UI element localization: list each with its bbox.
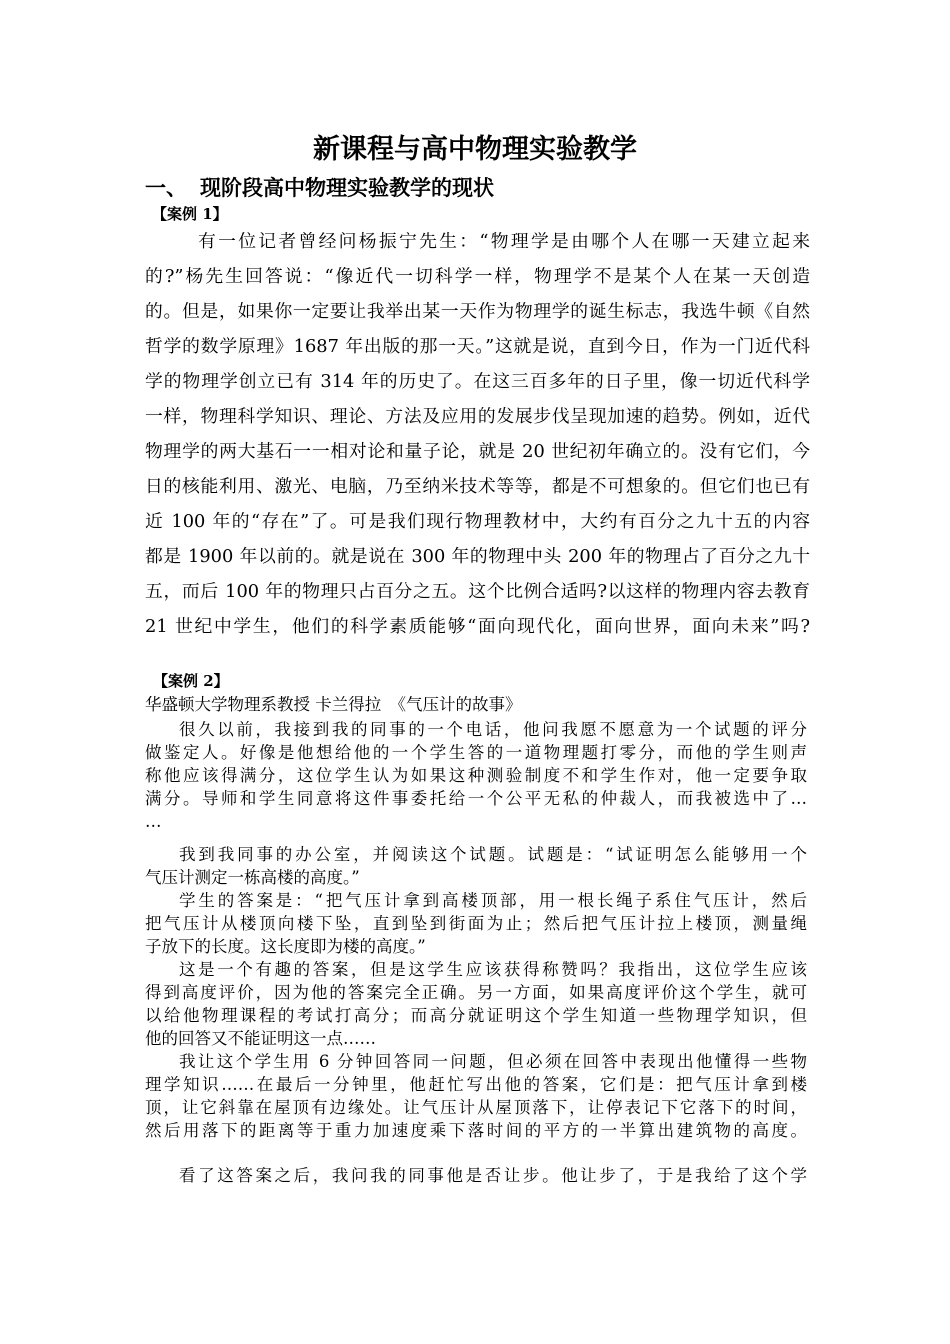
- case-2-citation: 华盛顿大学物理系教授 卡兰得拉 《气压计的故事》: [145, 695, 522, 714]
- text-line: 近 100 年的“存在”了。可是我们现行物理教材中，大约有百分之九十五的内容: [145, 511, 810, 532]
- text-line: 我让这个学生用 6 分钟回答同一问题，但必须在回答中表现出他懂得一些物: [179, 1052, 807, 1071]
- text-line: 这是一个有趣的答案，但是这学生应该获得称赞吗？我指出，这位学生应该: [179, 960, 807, 979]
- case-2-body: [145, 718, 807, 1187]
- text-line: 我到我同事的办公室，并阅读这个试题。试题是：“试证明怎么能够用一个: [179, 845, 807, 864]
- case-1-body: [145, 224, 810, 644]
- text-line: 21 世纪中学生，他们的科学素质能够“面向现代化，面向世界，面向未来”吗?: [145, 616, 810, 637]
- section-heading-text: 现阶段高中物理实验教学的现状: [200, 175, 494, 200]
- text-line: 看了这答案之后，我问我的同事他是否让步。他让步了，于是我给了这个学: [179, 1166, 807, 1185]
- text-line: 子放下的长度。这长度即为楼的高度。”: [145, 937, 426, 956]
- text-line: 他的回答又不能证明这一点……: [145, 1029, 376, 1048]
- text-line: 理学知识……在最后一分钟里，他赶忙写出他的答案，它们是：把气压计拿到楼: [145, 1075, 807, 1094]
- text-line: 日的核能利用、激光、电脑，乃至纳米技术等等，都是不可想象的。但它们也已有: [145, 476, 810, 497]
- section-number: 一、: [145, 175, 187, 200]
- case-2-label: 【案例 2】: [153, 672, 229, 690]
- text-line: 哲学的数学原理》1687 年出版的那一天。”这就是说，直到今日，作为一门近代科: [145, 336, 810, 357]
- text-line: 有一位记者曾经问杨振宁先生：“物理学是由哪个人在哪一天建立起来: [198, 231, 810, 252]
- text-line: 学生的答案是：“把气压计拿到高楼顶部，用一根长绳子系住气压计，然后: [179, 891, 807, 910]
- text-line: 五，而后 100 年的物理只占百分之五。这个比例合适吗?以这样的物理内容去教育: [145, 581, 810, 602]
- case-1-label: 【案例 1】: [152, 205, 228, 223]
- text-line: 把气压计从楼顶向楼下坠，直到坠到街面为止；然后把气压计拉上楼顶，测量绳: [145, 914, 807, 933]
- text-line: 的?”杨先生回答说：“像近代一切科学一样，物理学不是某个人在某一天创造: [145, 266, 810, 287]
- text-line: 气压计测定一栋高楼的高度。”: [145, 868, 360, 887]
- section-heading: [145, 174, 494, 202]
- text-line: 一样，物理科学知识、理论、方法及应用的发展步伐呈现加速的趋势。例如，近代: [145, 406, 810, 427]
- text-line: 称他应该得满分，这位学生认为如果这种测验制度不和学生作对，他一定要争取: [145, 766, 807, 785]
- text-line: 都是 1900 年以前的。就是说在 300 年的物理中头 200 年的物理占了百分之九十: [145, 546, 810, 567]
- document-title: 新课程与高中物理实验教学: [313, 134, 637, 165]
- text-line: …: [145, 812, 162, 831]
- text-line: 做鉴定人。好像是他想给他的一个学生答的一道物理题打零分，而他的学生则声: [145, 743, 807, 762]
- text-line: 以给他物理课程的考试打高分；而高分就证明这个学生知道一些物理学知识，但: [145, 1006, 807, 1025]
- text-line: 学的物理学创立已有 314 年的历史了。在这三百多年的日子里，像一切近代科学: [145, 371, 810, 392]
- text-line: 得到高度评价，因为他的答案完全正确。另一方面，如果高度评价这个学生，就可: [145, 983, 807, 1002]
- text-line: 顶，让它斜靠在屋顶有边缘处。让气压计从屋顶落下，让停表记下它落下的时间，: [145, 1098, 807, 1117]
- text-line: 满分。导师和学生同意将这件事委托给一个公平无私的仲裁人，而我被选中了…: [145, 789, 807, 808]
- text-line: 然后用落下的距离等于重力加速度乘下落时间的平方的一半算出建筑物的高度。: [145, 1121, 807, 1140]
- text-line: 物理学的两大基石一一相对论和量子论，就是 20 世纪初年确立的。没有它们，今: [145, 441, 810, 462]
- text-line: 的。但是，如果你一定要让我举出某一天作为物理学的诞生标志，我选牛顿《自然: [145, 301, 810, 322]
- text-line: 很久以前，我接到我的同事的一个电话，他问我愿不愿意为一个试题的评分: [179, 720, 807, 739]
